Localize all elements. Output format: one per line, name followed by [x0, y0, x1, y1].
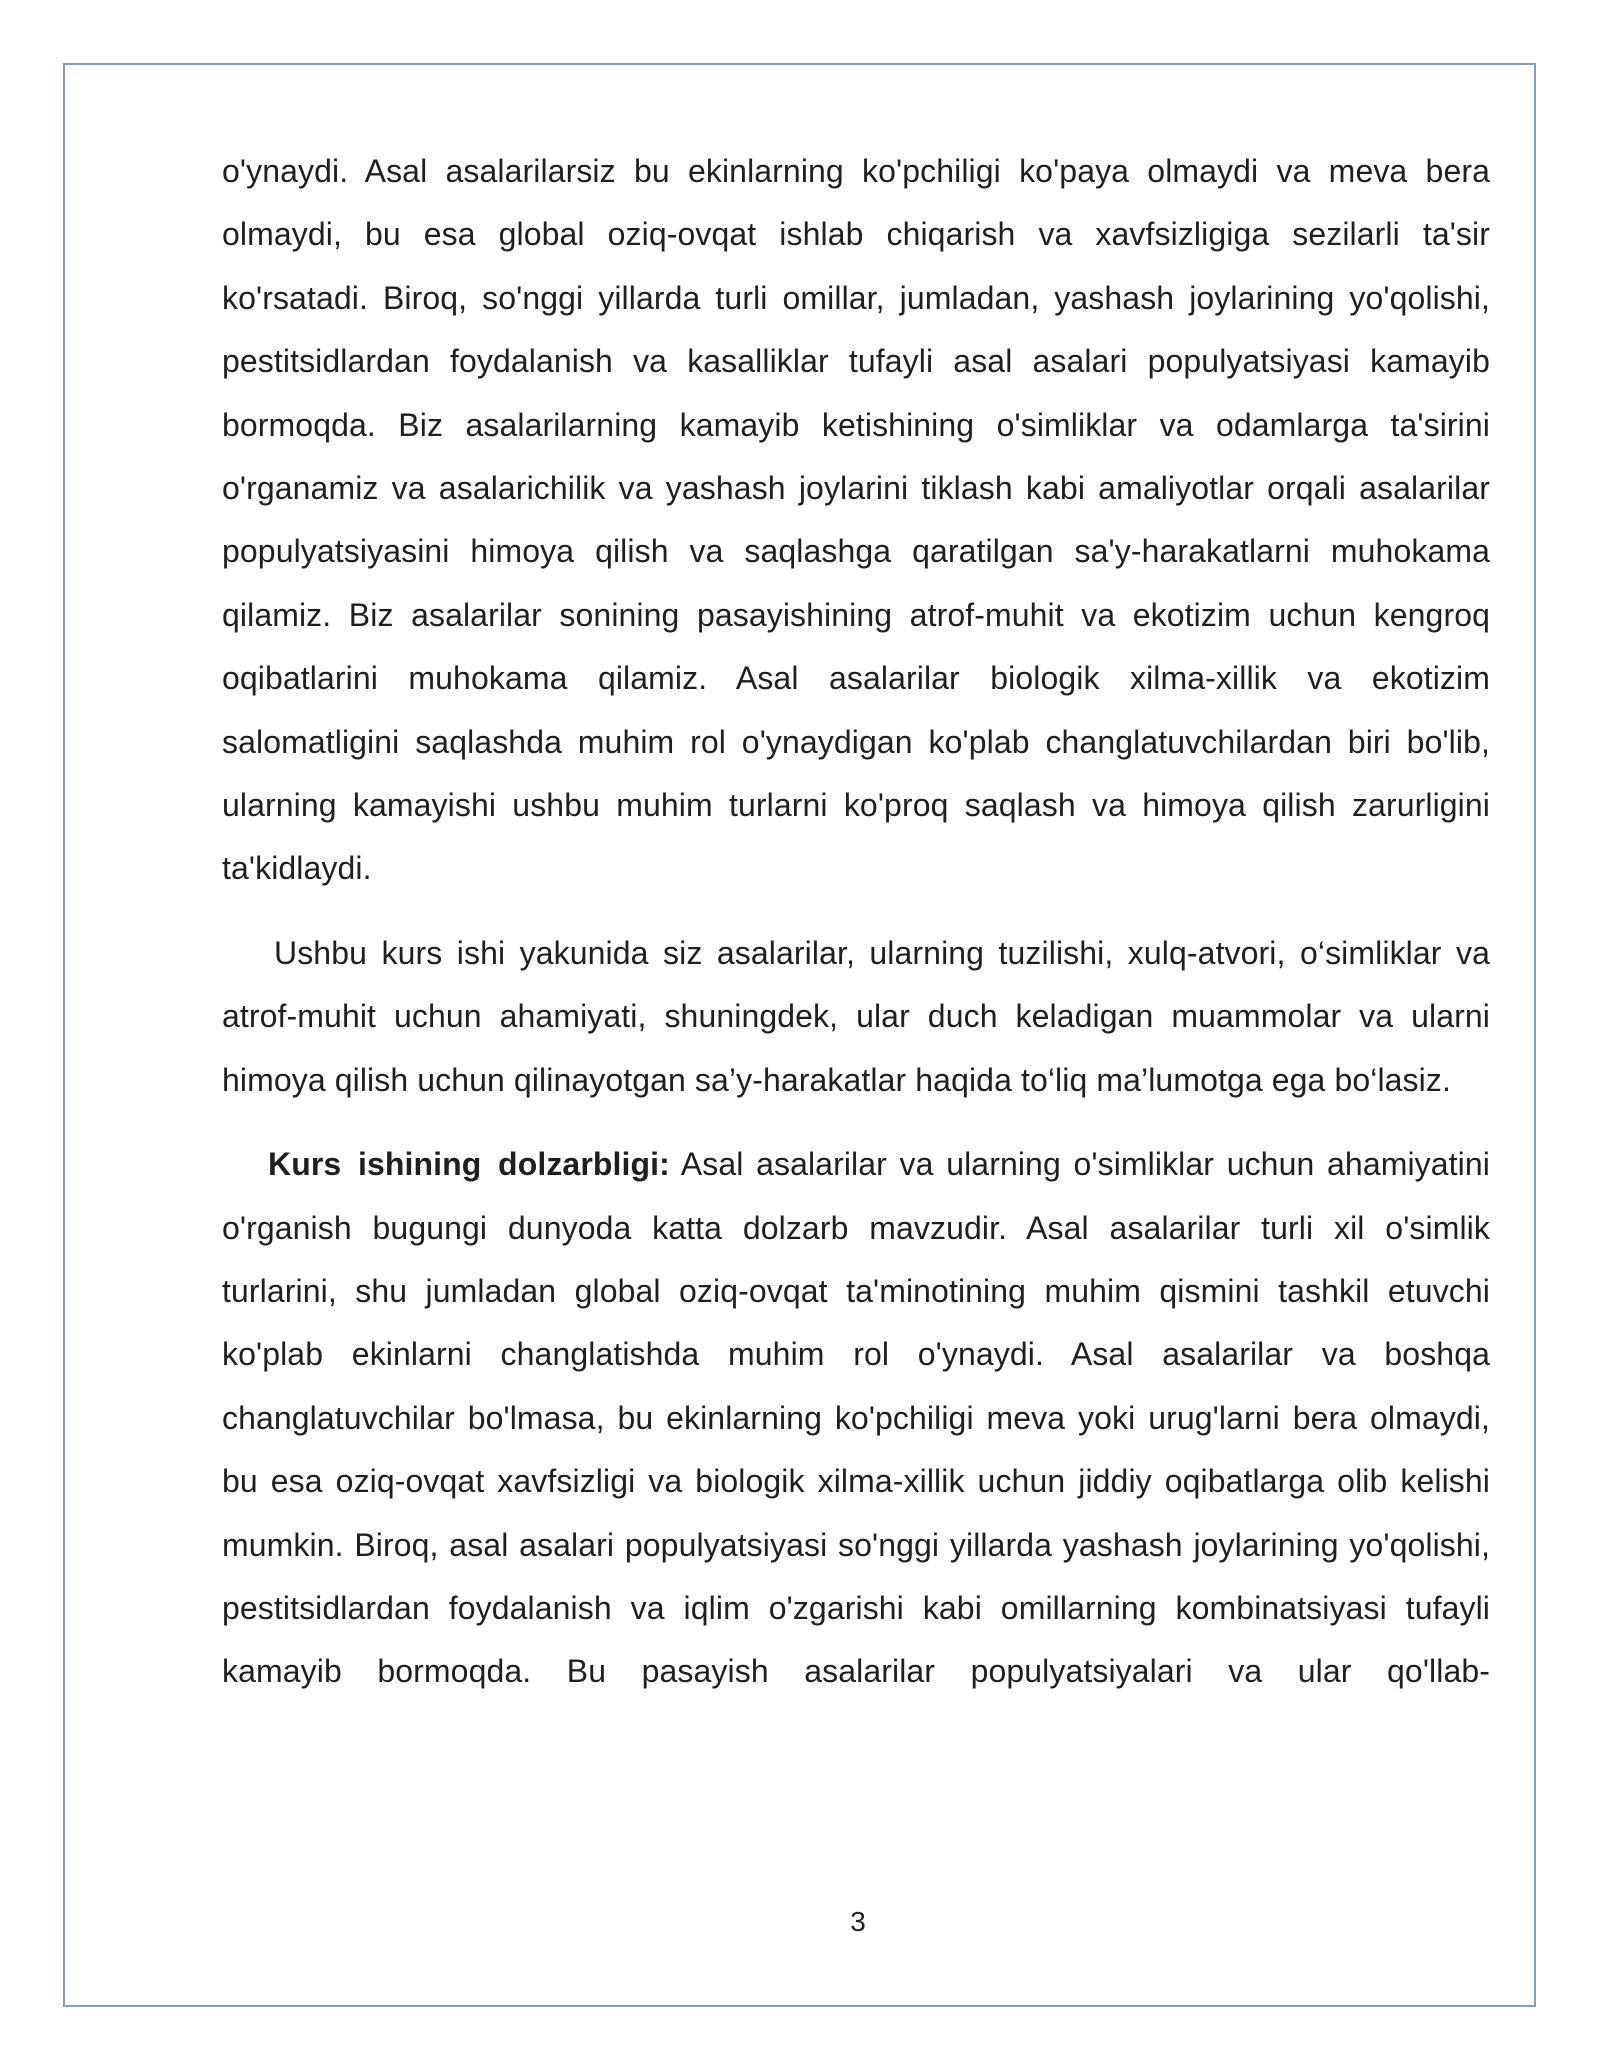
- paragraph-intro-continuation: o'ynaydi. Asal asalarilarsiz bu ekinlarning ko'pchiligi ko'paya olmaydi va meva bera olmaydi, bu esa global oziq-ovqat ishlab chiqarish va xavfsizligiga sezilarli ta'sir ko'rsatadi. Biroq, so'nggi yillarda turli omillar, jumladan, yashash joylarining yo'qolishi, pestitsidlardan foydalanish va kasalliklar tufayli asal asalari populyatsiyasi kamayib bormoqda. Biz asalarilarning kamayib ketishining o'simliklar va odamlarga ta'sirini o'rganamiz va asalarichilik va yashash joylarini tiklash kabi amaliyotlar orqali asalarilar populyatsiyasini himoya qilish va saqlashga qaratilgan sa'y-harakatlarni muhokama qilamiz. Biz asalarilar sonining pasayishining atrof-muhit va ekotizim uchun kengroq oqibatlarini muhokama qilamiz. Asal asalarilar biologik xilma-xillik va ekotizim salomatligini saqlashda muhim rol o'ynaydigan ko'plab changlatuvchilardan biri bo'lib, ularning kamayishi ushbu muhim turlarni ko'proq saqlash va himoya qilish zarurligini ta'kidlaydi.: [222, 153, 1490, 887]
- relevance-heading: Kurs ishining dolzarbligi:: [268, 1146, 670, 1183]
- relevance-text: Asal asalarilar va ularning o'simliklar uchun ahamiyatini o'rganish bugungi dunyoda katta dolzarb mavzudir. Asal asalarilar turli xil o'simlik turlarini, shu jumladan global oziq-ovqat ta'minotining muhim qismini tashkil etuvchi ko'plab ekinlarni changlatishda muhim rol o'ynaydi. Asal asalarilar va boshqa changlatuvchilar bo'lmasa, bu ekinlarning ko'pchiligi meva yoki urug'larni bera olmaydi, bu esa oziq-ovqat xavfsizligi va biologik xilma-xillik uchun jiddiy oqibatlarga olib kelishi mumkin. Biroq, asal asalari populyatsiyasi so'nggi yillarda yashash joylarining yo'qolishi, pestitsidlardan foydalanish va iqlim o'zgarishi kabi omillarning kombinatsiyasi tufayli kamayib bormoqda. Bu pasayish asalarilar populyatsiyalari va ular qo'llab-: [222, 1146, 1490, 1690]
- document-body: [222, 140, 1490, 1704]
- page-number: 3: [850, 1906, 866, 1937]
- paragraph-relevance: [222, 1133, 1490, 1704]
- paragraph-course-outcome: Ushbu kurs ishi yakunida siz asalarilar, ularning tuzilishi, xulq-atvori, o‘simliklar va atrof-muhit uchun ahamiyati, shuningdek, ular duch keladigan muammolar va ularni himoya qilish uchun qilinayotgan sa’y-harakatlar haqida to‘liq ma’lumotga ega bo‘lasiz.: [222, 934, 1490, 1098]
